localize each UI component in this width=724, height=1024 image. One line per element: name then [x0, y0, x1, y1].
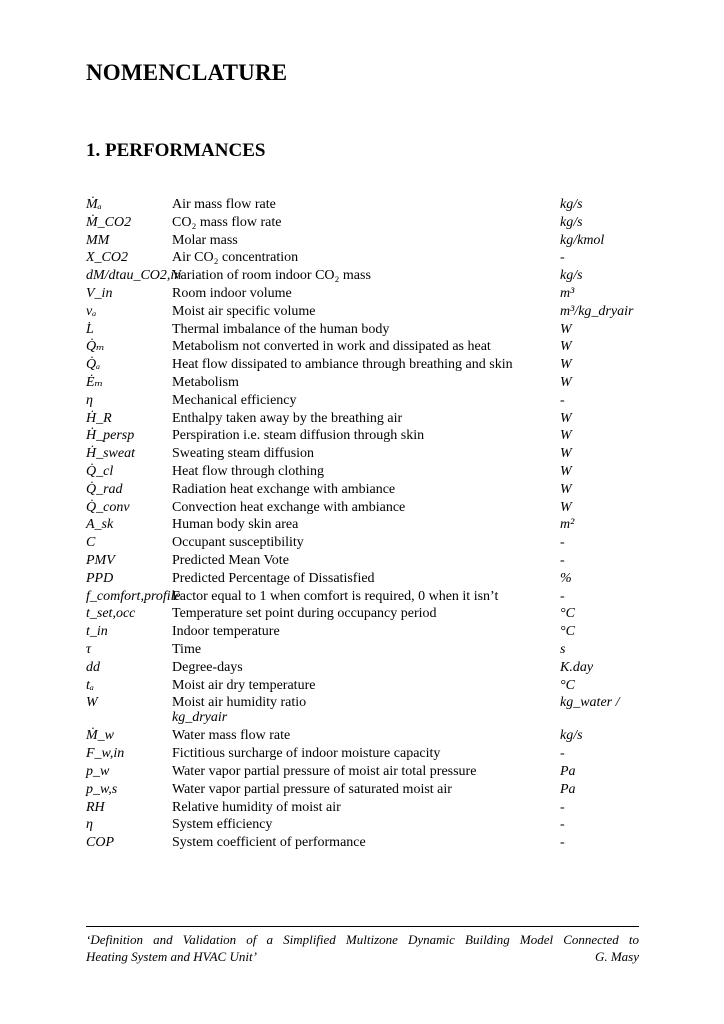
row-unit: - [560, 250, 565, 266]
nomenclature-row [86, 659, 646, 677]
row-description: Predicted Mean Vote [172, 552, 289, 568]
nomenclature-row [86, 214, 646, 232]
row-description: Indoor temperature [172, 624, 280, 640]
nomenclature-row [86, 463, 646, 481]
page-footer [86, 926, 639, 965]
row-description: Radiation heat exchange with ambiance [172, 481, 396, 497]
row-symbol: PPD [86, 570, 114, 586]
nomenclature-row [86, 694, 646, 727]
row-description: Predicted Percentage of Dissatisfied [172, 570, 375, 586]
row-symbol: Ḣ_sweat [86, 446, 135, 462]
row-unit: W [560, 446, 572, 462]
row-description: Moist air humidity ratio [172, 695, 307, 711]
nomenclature-row [86, 763, 646, 781]
row-unit: W [560, 481, 572, 497]
row-unit: W [560, 339, 572, 355]
row-symbol: RH [86, 799, 105, 815]
row-unit: - [560, 588, 565, 604]
row-description: Metabolism not converted in work and dissipated as heat [172, 339, 491, 355]
row-unit: kg/kmol [560, 232, 605, 248]
row-description: Human body skin area [172, 517, 299, 533]
nomenclature-row [86, 338, 646, 356]
row-unit: - [560, 746, 565, 762]
row-unit: m³ [560, 285, 575, 301]
row-unit: kg/s [560, 728, 583, 744]
row-symbol: Ṁ_w [86, 728, 114, 744]
page-title: NOMENCLATURE [86, 60, 288, 85]
row-description: Water vapor partial pressure of moist air total pressure [172, 763, 477, 779]
nomenclature-list [86, 196, 646, 852]
row-unit: W [560, 463, 572, 479]
row-description: Convection heat exchange with ambiance [172, 499, 406, 515]
row-symbol: MM [86, 232, 110, 248]
row-unit: m³/kg_dryair [560, 303, 634, 319]
row-description: Room indoor volume [172, 285, 292, 301]
footer-author: G. Masy [594, 949, 639, 964]
row-symbol: PMV [86, 552, 115, 568]
footer-title-line2: Heating System and HVAC Unit’ [86, 949, 257, 964]
row-unit: - [560, 817, 565, 833]
nomenclature-row [86, 745, 646, 763]
section-heading: 1. PERFORMANCES [86, 140, 266, 161]
row-unit: - [560, 392, 565, 408]
row-description: Water vapor partial pressure of saturated moist air [172, 781, 452, 797]
row-description: Mechanical efficiency [172, 392, 297, 408]
nomenclature-row [86, 816, 646, 834]
row-unit: °C [560, 606, 575, 622]
row-description: Sweating steam diffusion [172, 446, 315, 462]
row-unit-continuation: kg_dryair [172, 710, 228, 726]
row-symbol: Ḣ_persp [86, 428, 135, 444]
row-symbol: Ėₘ [86, 374, 104, 390]
row-unit: W [560, 410, 572, 426]
row-unit: W [560, 428, 572, 444]
row-description: Perspiration i.e. steam diffusion through skin [172, 428, 425, 444]
row-symbol: dd [86, 659, 100, 675]
row-symbol: t_in [86, 624, 108, 640]
row-symbol: Q̇ₘ [86, 339, 105, 355]
row-symbol: Q̇ₐ [86, 357, 101, 373]
row-symbol: vₐ [86, 303, 97, 319]
row-symbol: Ḣ_R [86, 410, 112, 426]
row-symbol: A_sk [86, 517, 114, 533]
nomenclature-row [86, 588, 646, 606]
row-unit: Pa [560, 781, 576, 797]
row-description: Variation of room indoor CO₂ mass [172, 268, 371, 284]
row-description: Fictitious surcharge of indoor moisture capacity [172, 746, 441, 762]
row-description: Heat flow through clothing [172, 463, 325, 479]
nomenclature-row [86, 499, 646, 517]
row-unit: °C [560, 624, 575, 640]
nomenclature-row [86, 552, 646, 570]
row-symbol: C [86, 535, 96, 551]
row-unit: K.day [560, 659, 594, 675]
nomenclature-row [86, 799, 646, 817]
nomenclature-row [86, 232, 646, 250]
row-symbol: dM/dtau_CO2,in [86, 268, 182, 284]
row-symbol: Ṁₐ [86, 197, 102, 212]
row-symbol: COP [86, 835, 114, 851]
row-symbol: Ṁ_CO2 [86, 214, 132, 230]
row-symbol: η [86, 392, 93, 408]
row-symbol: W [86, 695, 98, 711]
row-description: Factor equal to 1 when comfort is required, 0 when it isn’t [172, 588, 499, 604]
row-description: Temperature set point during occupancy period [172, 606, 437, 622]
row-unit: kg/s [560, 197, 583, 212]
nomenclature-row [86, 445, 646, 463]
row-unit: °C [560, 677, 575, 693]
nomenclature-row [86, 623, 646, 641]
nomenclature-row [86, 605, 646, 623]
nomenclature-row [86, 303, 646, 321]
nomenclature-row [86, 321, 646, 339]
row-symbol: t_set,occ [86, 606, 136, 622]
row-symbol: Q̇_rad [86, 481, 123, 497]
row-symbol: Q̇_cl [86, 463, 114, 479]
row-unit: kg/s [560, 268, 583, 284]
nomenclature-row [86, 727, 646, 745]
row-description: CO₂ mass flow rate [172, 214, 282, 230]
row-description: Air CO₂ concentration [172, 250, 299, 266]
row-unit: kg_water / [560, 695, 620, 711]
nomenclature-row [86, 641, 646, 659]
row-description: Water mass flow rate [172, 728, 291, 744]
row-description: Moist air specific volume [172, 303, 316, 319]
row-symbol: p_w,s [86, 781, 118, 797]
row-description: Time [172, 641, 202, 657]
row-unit: % [560, 570, 572, 586]
nomenclature-row [86, 481, 646, 499]
row-symbol: f_comfort,profile [86, 588, 181, 604]
footer-title-line1: ‘Definition and Validation of a Simplified Multizone Dynamic Building Model Connected to [86, 932, 639, 947]
row-description: Degree-days [172, 659, 243, 675]
row-description: Moist air dry temperature [172, 677, 316, 693]
row-unit: s [560, 641, 566, 657]
row-symbol: X_CO2 [86, 250, 128, 266]
row-description: System efficiency [172, 817, 273, 833]
nomenclature-row [86, 570, 646, 588]
row-description: System coefficient of performance [172, 835, 366, 851]
row-unit: W [560, 321, 572, 337]
nomenclature-row [86, 196, 646, 214]
nomenclature-row [86, 285, 646, 303]
nomenclature-row [86, 427, 646, 445]
row-unit: W [560, 499, 572, 515]
row-description: Occupant susceptibility [172, 535, 304, 551]
nomenclature-row [86, 410, 646, 428]
row-description: Relative humidity of moist air [172, 799, 341, 815]
row-unit: kg/s [560, 214, 583, 230]
row-symbol: Q̇_conv [86, 499, 130, 515]
nomenclature-row [86, 677, 646, 695]
nomenclature-row [86, 534, 646, 552]
nomenclature-row [86, 374, 646, 392]
nomenclature-row [86, 249, 646, 267]
row-unit: - [560, 799, 565, 815]
row-description: Molar mass [172, 232, 238, 248]
row-unit: m² [560, 517, 575, 533]
row-symbol: p_w [86, 763, 110, 779]
row-symbol: V_in [86, 285, 113, 301]
nomenclature-row [86, 267, 646, 285]
nomenclature-row [86, 516, 646, 534]
row-symbol: tₐ [86, 677, 94, 693]
row-description: Thermal imbalance of the human body [172, 321, 390, 337]
row-unit: Pa [560, 763, 576, 779]
row-description: Enthalpy taken away by the breathing air [172, 410, 403, 426]
row-symbol: η [86, 817, 93, 833]
row-symbol: F_w,in [86, 746, 125, 762]
row-description: Air mass flow rate [172, 197, 276, 212]
row-description: Heat flow dissipated to ambiance through breathing and skin [172, 357, 513, 373]
nomenclature-row [86, 392, 646, 410]
row-unit: W [560, 374, 572, 390]
row-symbol: L̇ [86, 321, 94, 337]
row-unit: W [560, 357, 572, 373]
row-description: Metabolism [172, 374, 239, 390]
row-symbol: τ [86, 641, 92, 657]
row-unit: - [560, 835, 565, 851]
nomenclature-row [86, 781, 646, 799]
nomenclature-row [86, 356, 646, 374]
nomenclature-row [86, 834, 646, 852]
row-unit: - [560, 552, 565, 568]
row-unit: - [560, 535, 565, 551]
